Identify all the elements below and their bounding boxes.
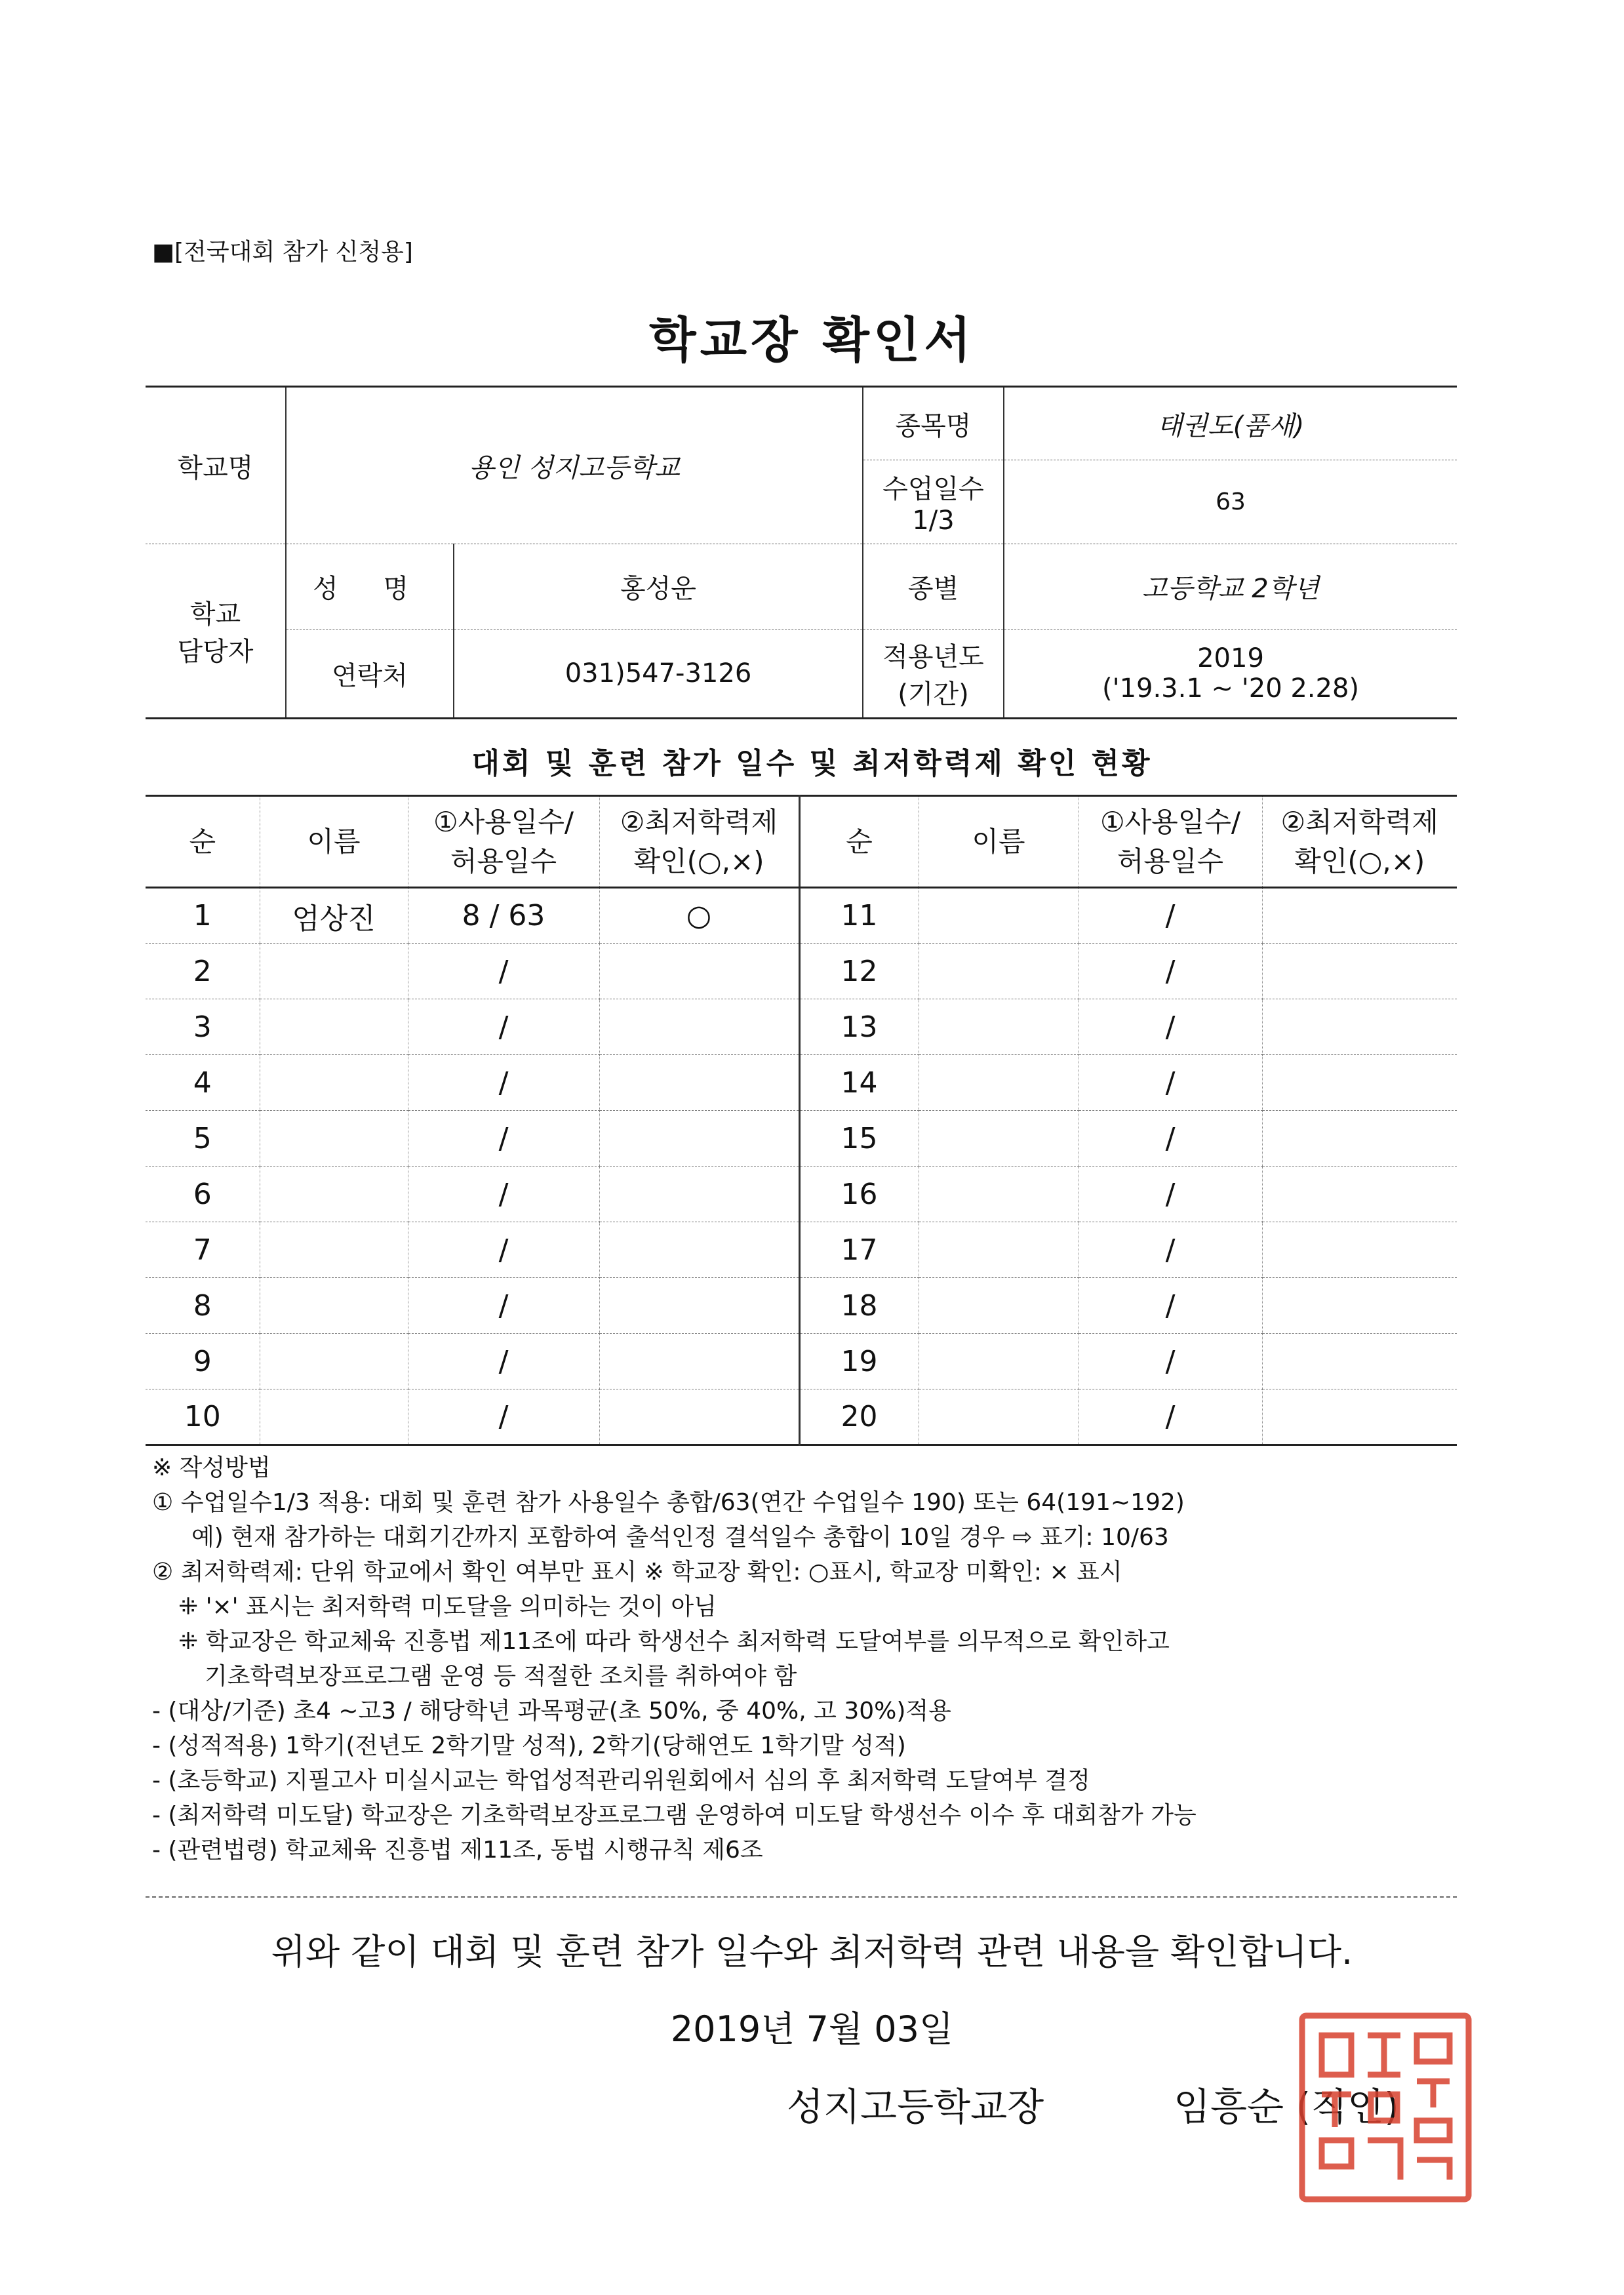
row-number-cell: 2 xyxy=(146,944,260,999)
used-days-cell: / xyxy=(1079,1111,1262,1167)
athlete-name-cell xyxy=(919,1334,1079,1389)
academic-check-cell xyxy=(599,1167,799,1222)
table-row xyxy=(146,1222,1457,1278)
academic-check-cell xyxy=(599,1389,799,1445)
form-type-label: ■[전국대회 참가 신청용] xyxy=(152,239,413,266)
used-days-cell: / xyxy=(1079,999,1262,1055)
used-days-cell: / xyxy=(1079,944,1262,999)
used-days-cell: / xyxy=(1079,1334,1262,1389)
header-days xyxy=(1079,796,1262,888)
row-number-cell: 3 xyxy=(146,999,260,1055)
athlete-name-cell xyxy=(260,1334,408,1389)
row-number-cell: 11 xyxy=(799,888,919,944)
academic-check-cell xyxy=(1262,1167,1457,1222)
table-row xyxy=(146,1167,1457,1222)
header-check xyxy=(599,796,799,888)
used-days-cell: / xyxy=(408,1111,599,1167)
category-value: 고등학교 2학년 xyxy=(1004,544,1457,629)
used-days-cell: / xyxy=(1079,1278,1262,1334)
table-row xyxy=(146,1389,1457,1445)
athlete-name-cell xyxy=(919,1222,1079,1278)
row-number-cell: 16 xyxy=(799,1167,919,1222)
instruction-line: ⁜ 학교장은 학교체육 진흥법 제11조에 따라 학생선수 최저학력 도달여부를 의무적으로 확인하고 xyxy=(178,1628,1170,1655)
athlete-name-cell xyxy=(260,1389,408,1445)
issue-date: 2019년 7월 03일 xyxy=(670,2008,954,2050)
row-number-cell: 18 xyxy=(799,1278,919,1334)
table-row xyxy=(146,1334,1457,1389)
school-info-table xyxy=(146,386,1457,719)
used-days-cell: / xyxy=(408,1167,599,1222)
academic-check-cell xyxy=(1262,1389,1457,1445)
contact-value: 031)547-3126 xyxy=(454,629,863,719)
row-number-cell: 7 xyxy=(146,1222,260,1278)
sport-label: 종목명 xyxy=(863,387,1004,460)
academic-check-cell xyxy=(1262,1278,1457,1334)
class-days-value: 63 xyxy=(1004,460,1457,544)
academic-check-cell xyxy=(1262,999,1457,1055)
staff-label xyxy=(146,544,286,719)
used-days-cell: / xyxy=(408,1055,599,1111)
contact-label: 연락처 xyxy=(286,629,454,719)
participation-status-table xyxy=(146,795,1457,1446)
row-number-cell: 13 xyxy=(799,999,919,1055)
academic-check-cell xyxy=(599,1111,799,1167)
used-days-cell: / xyxy=(1079,888,1262,944)
header-name: 이름 xyxy=(919,796,1079,888)
document-title: 학교장 확인서 xyxy=(649,312,975,369)
academic-check-cell xyxy=(599,1278,799,1334)
staff-label-line2: 담당자 xyxy=(177,637,254,667)
official-seal-stamp xyxy=(1296,2009,1475,2206)
header-check-line1: ②최저학력제 xyxy=(1280,805,1438,838)
table-row xyxy=(146,1055,1457,1111)
athlete-name-cell xyxy=(919,888,1079,944)
instruction-line: - (성적적용) 1학기(전년도 2학기말 성적), 2학기(당해연도 1학기말 성적) xyxy=(152,1732,906,1759)
apply-year-label xyxy=(863,629,1004,719)
row-number-cell: 9 xyxy=(146,1334,260,1389)
used-days-cell: / xyxy=(1079,1167,1262,1222)
athlete-name-cell xyxy=(260,1167,408,1222)
academic-check-cell xyxy=(1262,1334,1457,1389)
staff-name-label: 성 명 xyxy=(286,544,454,629)
academic-check-cell: ○ xyxy=(599,888,799,944)
academic-check-cell xyxy=(1262,888,1457,944)
divider xyxy=(146,1896,1457,1898)
used-days-cell: / xyxy=(408,1334,599,1389)
athlete-name-cell: 엄상진 xyxy=(260,888,408,944)
used-days-cell: / xyxy=(1079,1389,1262,1445)
staff-label-line1: 학교 xyxy=(189,599,241,629)
row-number-cell: 4 xyxy=(146,1055,260,1111)
row-number-cell: 17 xyxy=(799,1222,919,1278)
athlete-name-cell xyxy=(260,1278,408,1334)
apply-year-value xyxy=(1004,629,1457,719)
athlete-name-cell xyxy=(260,1111,408,1167)
header-check-line2: 확인(○,×) xyxy=(633,845,764,877)
athlete-name-cell xyxy=(919,944,1079,999)
instruction-line: 기초학력보장프로그램 운영 등 적절한 조치를 취하여야 함 xyxy=(205,1663,797,1690)
instruction-line: ② 최저학력제: 단위 학교에서 확인 여부만 표시 ※ 학교장 확인: ○표시, 학교장 미확인: × 표시 xyxy=(152,1559,1122,1586)
row-number-cell: 5 xyxy=(146,1111,260,1167)
school-name-value: 용인 성지고등학교 xyxy=(286,387,863,544)
header-days xyxy=(408,796,599,888)
athlete-name-cell xyxy=(260,1222,408,1278)
athlete-name-cell xyxy=(919,1111,1079,1167)
instruction-line: - (최저학력 미도달) 학교장은 기초학력보장프로그램 운영하여 미도달 학생선수 이수 후 대회참가 가능 xyxy=(152,1802,1197,1829)
writing-instructions xyxy=(152,1450,1463,1867)
table-row xyxy=(146,1278,1457,1334)
principal-name: 임흥순 (직인) xyxy=(1174,2085,1399,2129)
class-days-label-line2: 1/3 xyxy=(912,506,955,536)
table-body xyxy=(146,888,1457,1445)
instruction-line: ⁜ '×' 표시는 최저학력 미도달을 의미하는 것이 아님 xyxy=(178,1593,717,1620)
row-number-cell: 19 xyxy=(799,1334,919,1389)
athlete-name-cell xyxy=(919,1167,1079,1222)
principal-title: 성지고등학교장 xyxy=(787,2085,1044,2129)
row-number-cell: 15 xyxy=(799,1111,919,1167)
row-number-cell: 8 xyxy=(146,1278,260,1334)
academic-check-cell xyxy=(599,1055,799,1111)
row-number-cell: 20 xyxy=(799,1389,919,1445)
academic-check-cell xyxy=(599,944,799,999)
table-row xyxy=(146,1111,1457,1167)
instruction-line: - (대상/기준) 초4 ~고3 / 해당학년 과목평균(초 50%, 중 40%, 고 30%)적용 xyxy=(152,1698,951,1725)
instruction-line: 예) 현재 참가하는 대회기간까지 포함하여 출석인정 결석일수 총합이 10일 경우 ⇨ 표기: 10/63 xyxy=(191,1524,1169,1551)
athlete-name-cell xyxy=(260,944,408,999)
used-days-cell: / xyxy=(1079,1055,1262,1111)
athlete-name-cell xyxy=(919,1055,1079,1111)
category-label: 종별 xyxy=(863,544,1004,629)
header-days-line2: 허용일수 xyxy=(450,845,557,877)
class-days-label-line1: 수업일수 xyxy=(882,474,984,504)
section-title: 대회 및 훈련 참가 일수 및 최저학력제 확인 현황 xyxy=(471,747,1153,780)
row-number-cell: 10 xyxy=(146,1389,260,1445)
athlete-name-cell xyxy=(919,1389,1079,1445)
header-name: 이름 xyxy=(260,796,408,888)
apply-year-value-line1: 2019 xyxy=(1197,643,1264,673)
athlete-name-cell xyxy=(260,1055,408,1111)
athlete-name-cell xyxy=(919,1278,1079,1334)
used-days-cell: / xyxy=(408,999,599,1055)
academic-check-cell xyxy=(1262,1222,1457,1278)
class-days-label xyxy=(863,460,1004,544)
header-check-line1: ②최저학력제 xyxy=(620,805,778,838)
academic-check-cell xyxy=(1262,944,1457,999)
used-days-cell: 8 / 63 xyxy=(408,888,599,944)
used-days-cell: / xyxy=(408,1222,599,1278)
row-number-cell: 14 xyxy=(799,1055,919,1111)
header-days-line1: ①사용일수/ xyxy=(1099,805,1241,838)
athlete-name-cell xyxy=(260,999,408,1055)
used-days-cell: / xyxy=(408,1389,599,1445)
used-days-cell: / xyxy=(408,944,599,999)
table-row xyxy=(146,999,1457,1055)
staff-name-value: 홍성운 xyxy=(454,544,863,629)
school-name-label: 학교명 xyxy=(146,387,286,544)
used-days-cell: / xyxy=(408,1278,599,1334)
academic-check-cell xyxy=(599,1222,799,1278)
academic-check-cell xyxy=(599,1334,799,1389)
header-no: 순 xyxy=(146,796,260,888)
row-number-cell: 12 xyxy=(799,944,919,999)
header-days-line2: 허용일수 xyxy=(1117,845,1224,877)
apply-year-label-line2: (기간) xyxy=(898,679,969,709)
apply-year-label-line1: 적용년도 xyxy=(882,642,984,672)
table-header-row xyxy=(146,796,1457,888)
table-row xyxy=(146,944,1457,999)
apply-year-value-line2: ('19.3.1 ~ '20 2.28) xyxy=(1101,673,1360,704)
instruction-line: ① 수업일수1/3 적용: 대회 및 훈련 참가 사용일수 총합/63(연간 수업일수 190) 또는 64(191~192) xyxy=(152,1489,1185,1516)
used-days-cell: / xyxy=(1079,1222,1262,1278)
header-check-line2: 확인(○,×) xyxy=(1294,845,1425,877)
academic-check-cell xyxy=(1262,1055,1457,1111)
athlete-name-cell xyxy=(919,999,1079,1055)
header-days-line1: ①사용일수/ xyxy=(433,805,574,838)
row-number-cell: 6 xyxy=(146,1167,260,1222)
sport-value: 태권도(품새) xyxy=(1004,387,1457,460)
instruction-line: - (초등학교) 지필고사 미실시교는 학업성적관리위원회에서 심의 후 최저학력 도달여부 결정 xyxy=(152,1767,1090,1794)
header-check xyxy=(1262,796,1457,888)
instruction-line: ※ 작성방법 xyxy=(152,1454,271,1481)
header-no: 순 xyxy=(799,796,919,888)
confirmation-statement: 위와 같이 대회 및 훈련 참가 일수와 최저학력 관련 내용을 확인합니다. xyxy=(271,1931,1353,1972)
table-row xyxy=(146,888,1457,944)
academic-check-cell xyxy=(1262,1111,1457,1167)
academic-check-cell xyxy=(599,999,799,1055)
instruction-line: - (관련법령) 학교체육 진흥법 제11조, 동법 시행규칙 제6조 xyxy=(152,1837,763,1864)
row-number-cell: 1 xyxy=(146,888,260,944)
